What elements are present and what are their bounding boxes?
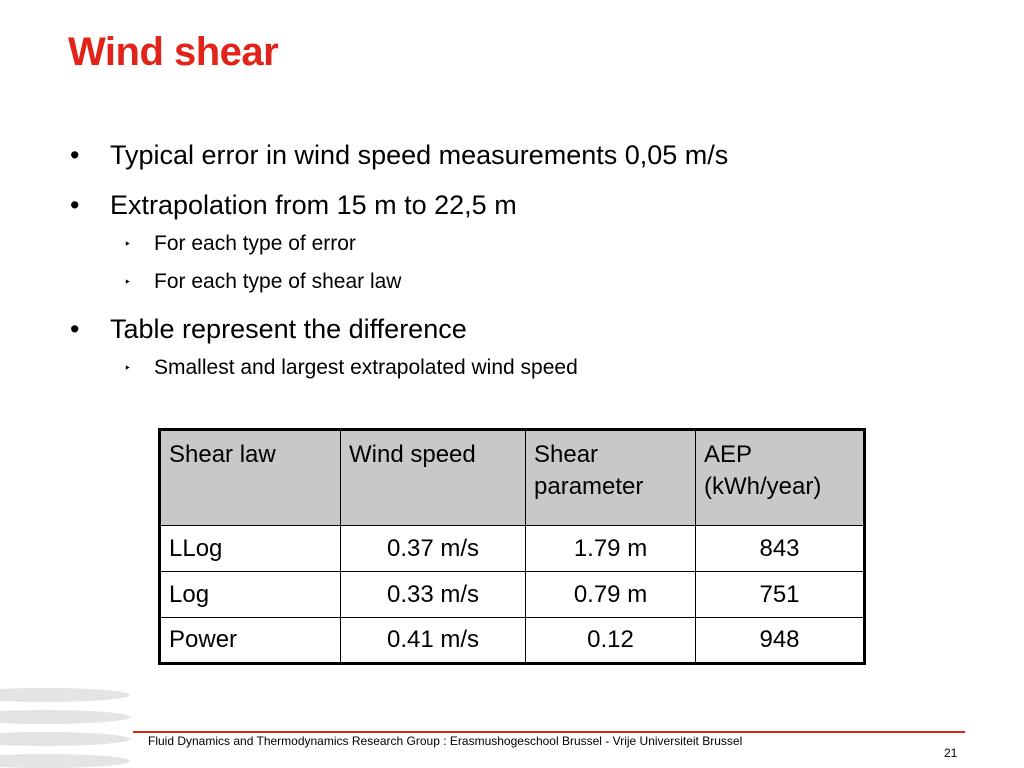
bullet-text: Table represent the difference bbox=[110, 314, 467, 344]
decorative-swoosh bbox=[0, 710, 130, 724]
bullet-icon: • bbox=[70, 314, 80, 344]
sub-bullet-item bbox=[70, 230, 970, 258]
table-cell: Log bbox=[160, 572, 341, 618]
sub-bullet-text: For each type of error bbox=[154, 232, 356, 255]
table-header-row bbox=[160, 430, 865, 526]
decorative-swoosh bbox=[0, 754, 130, 768]
arrow-icon: ‣ bbox=[124, 275, 132, 289]
table-cell: 0.12 bbox=[526, 618, 696, 664]
table-cell: 843 bbox=[696, 526, 865, 572]
bullet-item bbox=[70, 312, 970, 346]
header-cell: Shear law bbox=[160, 430, 341, 526]
table-cell: 0.33 m/s bbox=[341, 572, 526, 618]
bullet-item bbox=[70, 188, 970, 222]
sub-bullet-text: For each type of shear law bbox=[154, 270, 402, 293]
sub-bullet-item bbox=[70, 268, 970, 296]
header-cell: AEP (kWh/year) bbox=[696, 430, 865, 526]
footer-text: Fluid Dynamics and Thermodynamics Research Group : Erasmushogeschool Brussel - Vrije Universiteit Brussel bbox=[148, 734, 743, 748]
decorative-swoosh bbox=[0, 688, 130, 702]
footer-divider bbox=[133, 731, 965, 733]
table-cell: 1.79 m bbox=[526, 526, 696, 572]
bullet-text: Typical error in wind speed measurements 0,05 m/s bbox=[110, 140, 729, 170]
table-cell: 948 bbox=[696, 618, 865, 664]
header-cell: Shear parameter bbox=[526, 430, 696, 526]
sub-bullet-item bbox=[70, 354, 970, 382]
slide-title: Wind shear bbox=[68, 30, 279, 74]
sub-bullet-text: Smallest and largest extrapolated wind speed bbox=[154, 356, 578, 379]
table-cell: 0.37 m/s bbox=[341, 526, 526, 572]
bullet-item bbox=[70, 138, 970, 172]
table-row bbox=[160, 572, 865, 618]
bullet-text: Extrapolation from 15 m to 22,5 m bbox=[110, 190, 517, 220]
table-cell: 0.79 m bbox=[526, 572, 696, 618]
arrow-icon: ‣ bbox=[124, 361, 132, 375]
results-table bbox=[158, 428, 866, 665]
table-cell: Power bbox=[160, 618, 341, 664]
table-cell: LLog bbox=[160, 526, 341, 572]
bullet-list bbox=[70, 138, 970, 382]
bullet-icon: • bbox=[70, 190, 80, 220]
table-row bbox=[160, 618, 865, 664]
bullet-icon: • bbox=[70, 140, 80, 170]
table-cell: 0.41 m/s bbox=[341, 618, 526, 664]
header-cell: Wind speed bbox=[341, 430, 526, 526]
arrow-icon: ‣ bbox=[124, 237, 132, 251]
table-row bbox=[160, 526, 865, 572]
page-number: 21 bbox=[944, 746, 958, 760]
decorative-swoosh bbox=[0, 732, 130, 746]
table-cell: 751 bbox=[696, 572, 865, 618]
